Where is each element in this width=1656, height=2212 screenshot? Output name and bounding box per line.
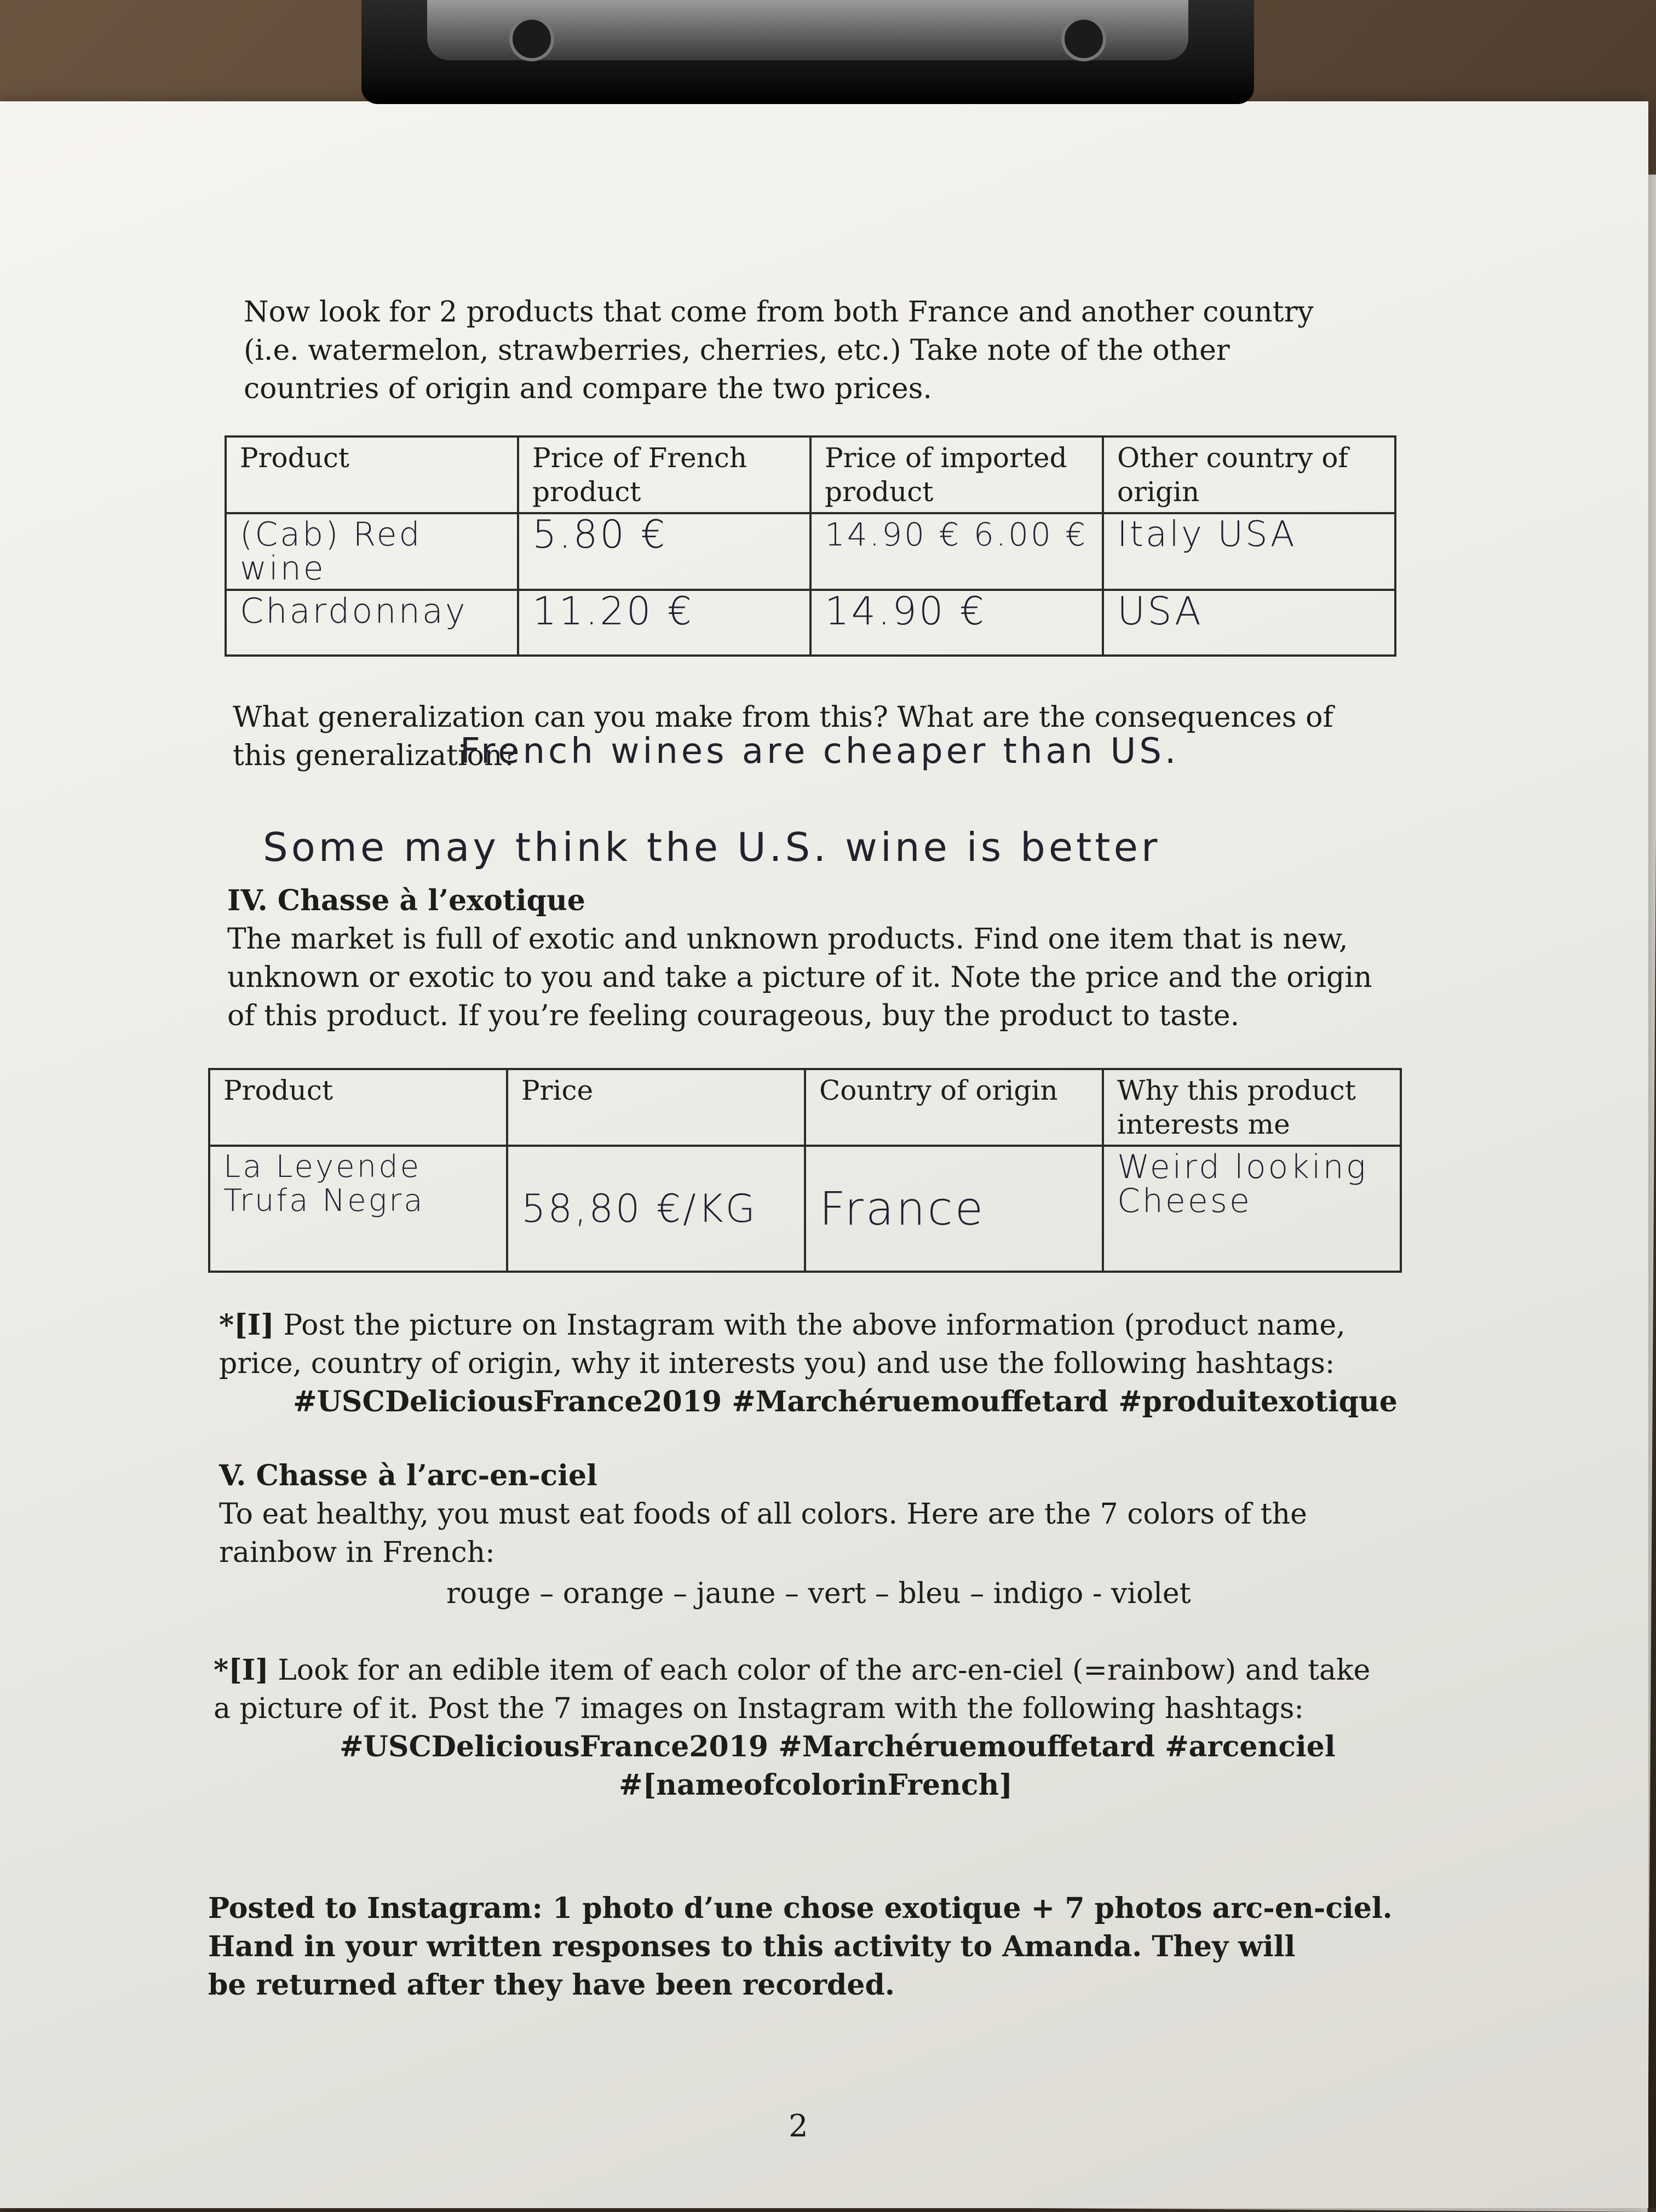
header-origin: Country of origin (805, 1069, 1103, 1146)
closing-posted: Posted to Instagram: 1 photo d’une chose exotique + 7 photos arc-en-ciel. (208, 1892, 1393, 1925)
cell-price: 58,80 €/KG (507, 1146, 805, 1272)
cell-french-price: 5.80 € (518, 513, 810, 590)
cell-origin: Italy USA (1103, 513, 1395, 590)
table-header-row (209, 1069, 1401, 1146)
table-header-row (226, 436, 1395, 513)
section-iv-title: IV. Chasse à l’exotique (227, 884, 585, 917)
header-origin: Other country of origin (1103, 436, 1395, 513)
generalization-answer-1: French wines are cheaper than US. (460, 731, 1180, 772)
cell-product: La Leyende Trufa Negra (209, 1146, 507, 1272)
cell-origin: France (805, 1146, 1103, 1272)
instagram-instructions-exotic: *[I] Post the picture on Instagram with the above information (product name, price, country of origin, why it interests you) and use the following hashtags: (219, 1308, 1346, 1380)
exotic-table (208, 1068, 1402, 1273)
page-number: 2 (789, 2108, 808, 2144)
compare-intro: Now look for 2 products that come from both France and another country (i.e. watermelon, strawberries, cherries, etc.) Take note of the other countries of origin and compare the two prices. (244, 296, 1314, 405)
clipboard-clip (361, 0, 1254, 104)
hashtags-rainbow: #USCDeliciousFrance2019 #Marchéruemouffetard #arcenciel (340, 1730, 1336, 1763)
section-v-title: V. Chasse à l’arc-en-ciel (219, 1459, 597, 1492)
cell-product: (Cab) Red wine (226, 513, 518, 590)
section-v-body: To eat healthy, you must eat foods of all colors. Here are the 7 colors of the rainbow in French: (219, 1498, 1307, 1569)
header-price: Price (507, 1069, 805, 1146)
hashtags-color-name: #[nameofcolorinFrench] (619, 1768, 1013, 1802)
compare-table (225, 435, 1396, 657)
table-row (209, 1146, 1401, 1272)
clip-rivet-left (509, 16, 554, 61)
cell-imported-price: 14.90 € (810, 590, 1103, 656)
closing-hand-in: Hand in your written responses to this activity to Amanda. They will be returned after they have been recorded. (208, 1930, 1296, 2002)
table-row (226, 513, 1395, 590)
cell-product: Chardonnay (226, 590, 518, 656)
header-product: Product (226, 436, 518, 513)
clip-plate (427, 0, 1188, 60)
header-why: Why this product interests me (1103, 1069, 1401, 1146)
instagram-tag: *[I] (219, 1308, 274, 1342)
generalization-answer-2: Some may think the U.S. wine is better (263, 824, 1161, 870)
worksheet-page (0, 101, 1648, 2208)
cell-why: Weird looking Cheese (1103, 1146, 1401, 1272)
instagram-instructions-rainbow: *[I] Look for an edible item of each color of the arc-en-ciel (=rainbow) and take a picture of it. Post the 7 images on Instagram with the following hashtags: (214, 1653, 1371, 1725)
generalization-question: What generalization can you make from this? What are the consequences of this generalization? (233, 701, 1333, 772)
cell-french-price: 11.20 € (518, 590, 810, 656)
header-imported-price: Price of imported product (810, 436, 1103, 513)
clip-rivet-right (1061, 16, 1106, 61)
section-iv-body: The market is full of exotic and unknown products. Find one item that is new, unknown or exotic to you and take a picture of it. Note the price and the origin of this product. If you’re feeling courageous, buy the product to taste. (227, 923, 1372, 1032)
header-french-price: Price of French product (518, 436, 810, 513)
rainbow-colors: rouge – orange – jaune – vert – bleu – indigo - violet (446, 1577, 1191, 1610)
table-row (226, 590, 1395, 656)
cell-imported-price: 14.90 € 6.00 € (810, 513, 1103, 590)
header-product: Product (209, 1069, 507, 1146)
hashtags-exotic: #USCDeliciousFrance2019 #Marchéruemouffetard #produitexotique (293, 1385, 1398, 1418)
cell-origin: USA (1103, 590, 1395, 656)
instagram-tag: *[I] (214, 1653, 269, 1687)
